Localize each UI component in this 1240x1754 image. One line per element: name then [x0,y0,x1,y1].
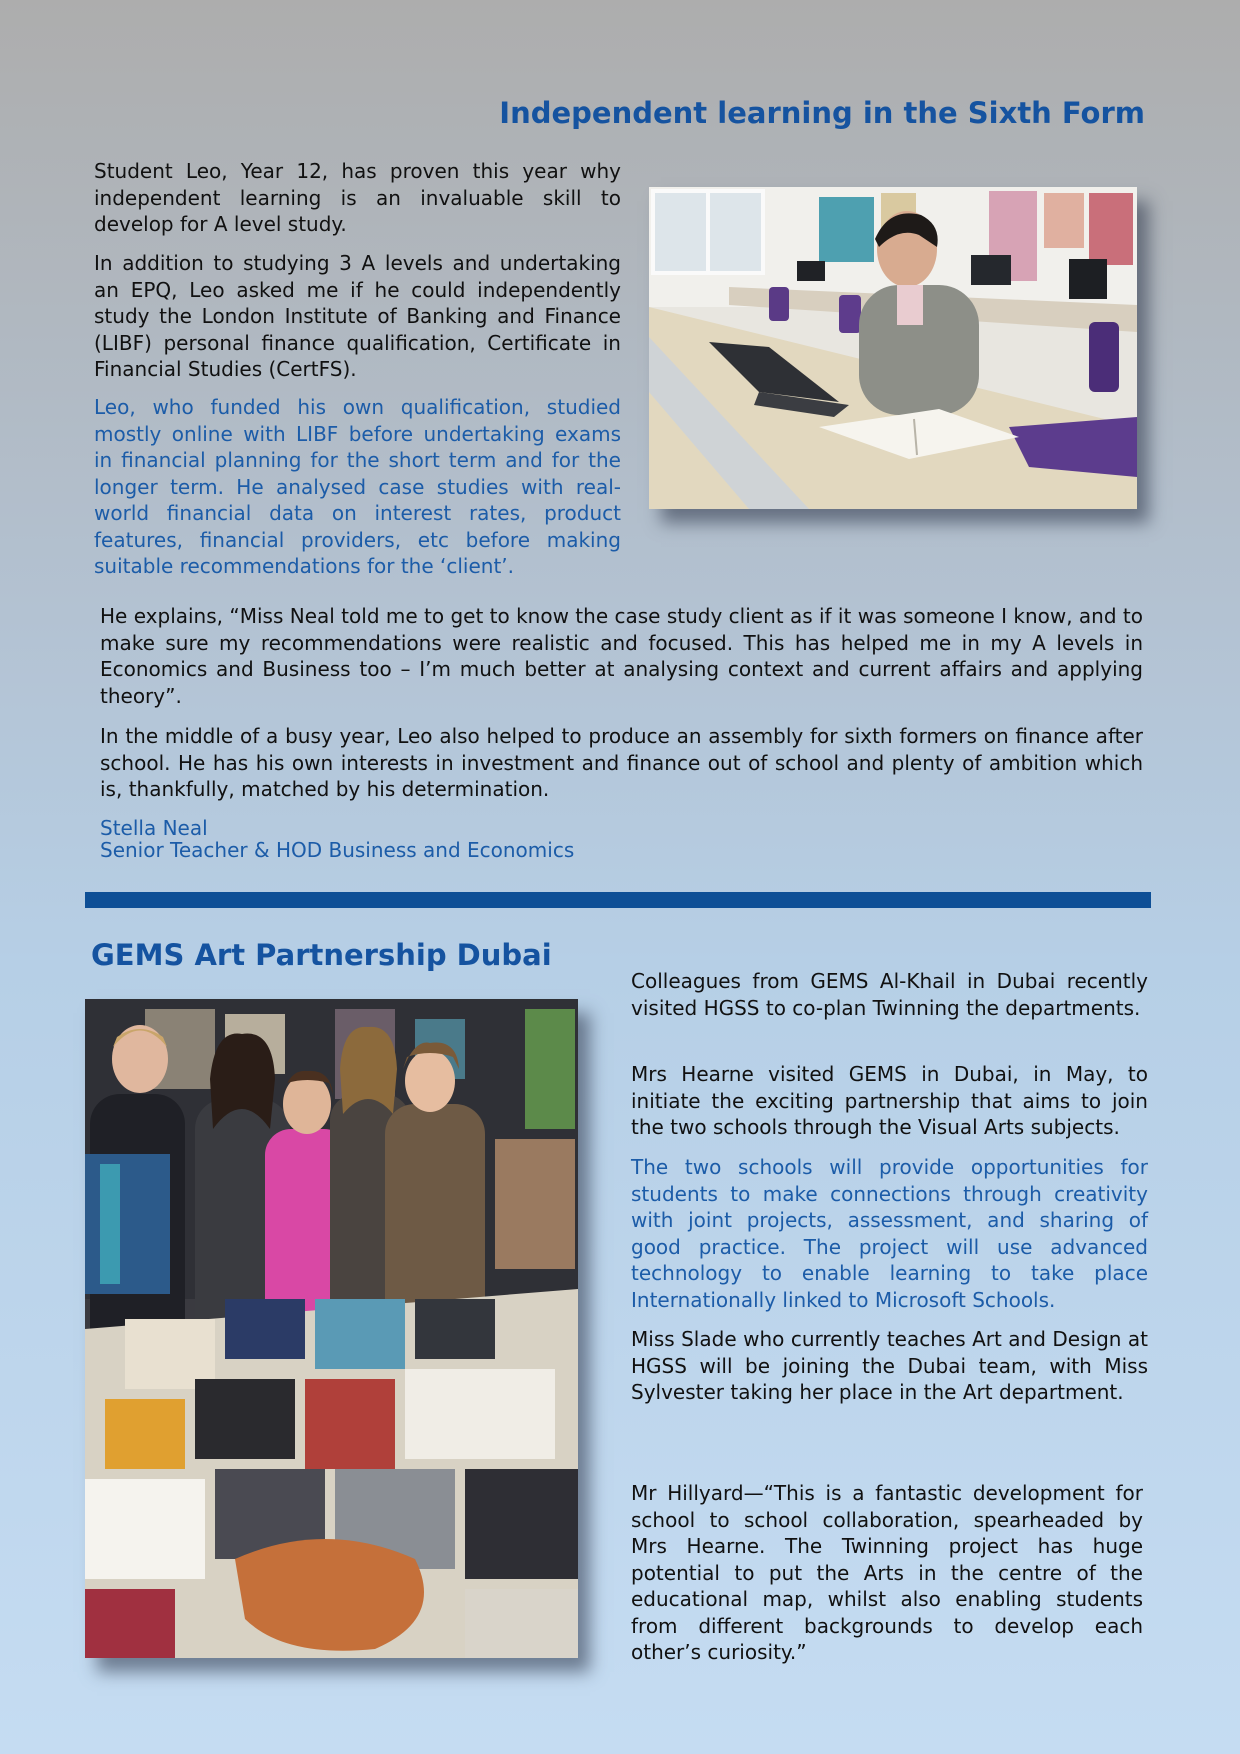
student-studying-photo [649,187,1137,509]
section1-paragraph-2: In addition to studying 3 A levels and undertaking an EPQ, Leo asked me if he could independently study the London Institute of Banking and Finance (LIBF) personal finance qualification, Certificate in Financial Studies (CertFS). [94,251,621,381]
signature-role: Senior Teacher & HOD Business and Economics [100,838,575,862]
art-partnership-group-photo [85,999,578,1658]
section1-title: Independent learning in the Sixth Form [499,96,1145,130]
section2-paragraph-2: Mrs Hearne visited GEMS in Dubai, in May, to initiate the exciting partnership that aims to join the two schools through the Visual Arts subjects. [631,1062,1148,1139]
signature-name: Stella Neal [100,816,208,840]
section1-quote-paragraph: He explains, “Miss Neal told me to get to know the case study client as if it was someone I know, and to make sure my recommendations were realistic and focused. This has helped me in my A levels in Economics and Business too – I’m much better at analysing context and current affairs and applying theory”. [100,604,1143,708]
section1-paragraph-5: In the middle of a busy year, Leo also helped to produce an assembly for sixth formers on finance after school. He has his own interests in investment and finance out of school and plenty of ambition which is, thankfully, matched by his determination. [100,724,1143,801]
section2-title: GEMS Art Partnership Dubai [91,938,552,972]
section2-paragraph-3: The two schools will provide opportunities for students to make connections through creativity with joint projects, assessment, and sharing of good practice. The project will use advanced technology to enable learning to take place Internationally linked to Microsoft Schools. [631,1155,1148,1312]
section2-paragraph-1: Colleagues from GEMS Al-Khail in Dubai recently visited HGSS to co-plan Twinning the departments. [631,969,1148,1020]
section1-paragraph-3: Leo, who funded his own qualification, studied mostly online with LIBF before undertaking exams in financial planning for the short term and for the longer term. He analysed case studies with real-world financial data on interest rates, product features, financial providers, etc before making suitable recommendations for the ‘client’. [94,395,621,578]
signature [100,817,800,861]
section-divider [85,892,1151,908]
section2-quote-paragraph: Mr Hillyard—“This is a fantastic development for school to school collaboration, spearheaded by Mrs Hearne. The Twinning project has huge potential to put the Arts in the centre of the educational map, whilst also enabling students from different backgrounds to develop each other’s curiosity.” [631,1481,1143,1664]
section2-paragraph-4: Miss Slade who currently teaches Art and Design at HGSS will be joining the Dubai team, with Miss Sylvester taking her place in the Art department. [631,1327,1148,1404]
section1-paragraph-1: Student Leo, Year 12, has proven this year why independent learning is an invaluable skill to develop for A level study. [94,159,621,236]
